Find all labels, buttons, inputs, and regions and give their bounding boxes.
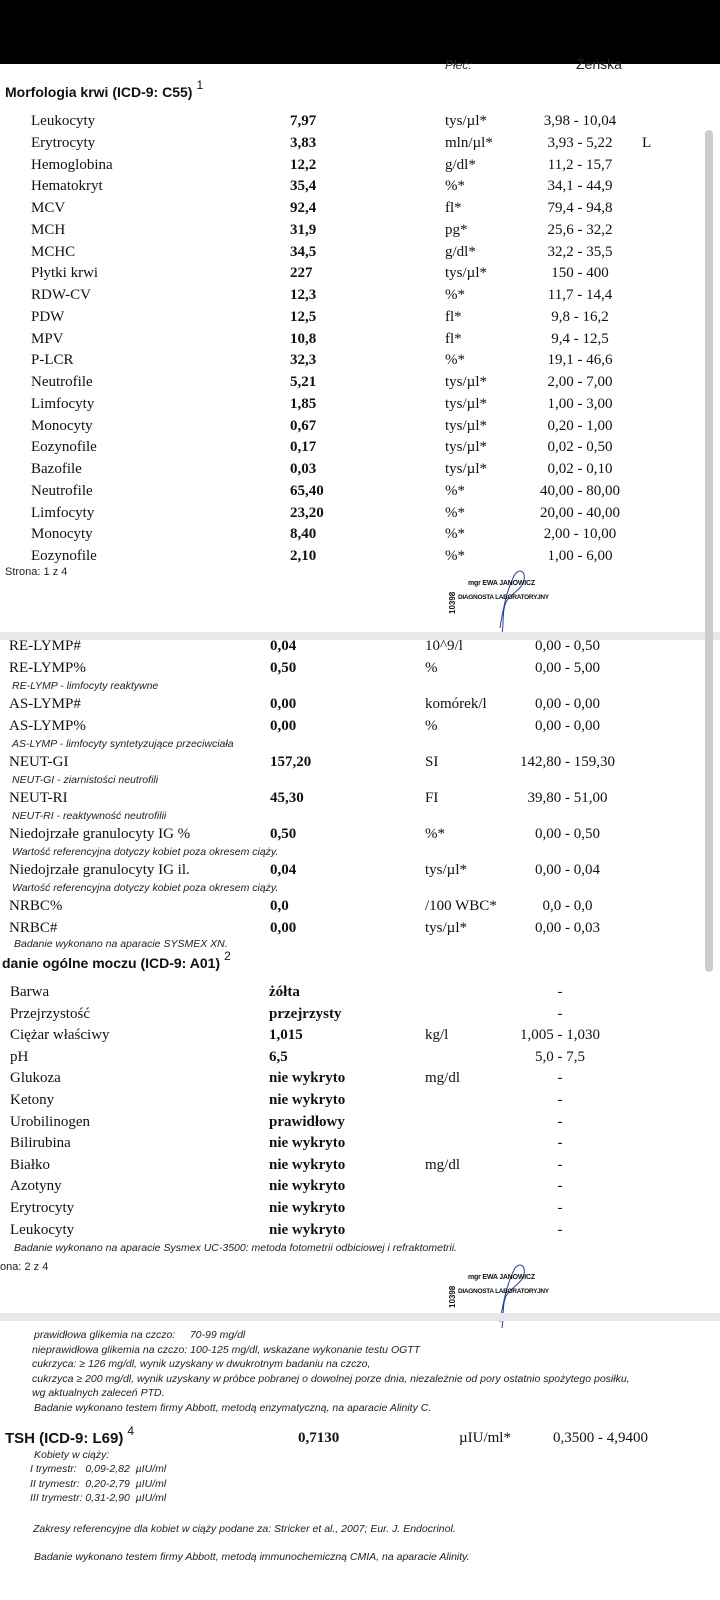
page-number: Strona: 1 z 4 bbox=[5, 566, 68, 578]
trimester-range: I trymestr: 0,09-2,82 µIU/ml bbox=[30, 1463, 167, 1475]
test-unit: %* bbox=[445, 178, 465, 195]
test-unit: tys/µl* bbox=[445, 113, 487, 129]
test-note: Wartość referencyjna dotyczy kobiet poza okresem ciąży. bbox=[12, 882, 279, 894]
device-note-alinity-c: Badanie wykonano testem firmy Abbott, metodą enzymatyczną, na aparacie Alinity C. bbox=[34, 1402, 432, 1414]
test-name: Hematokryt bbox=[31, 178, 103, 195]
result-row bbox=[0, 483, 700, 505]
sex-value: Żeńska bbox=[576, 56, 622, 72]
reference-range: 9,8 - 16,2 bbox=[551, 308, 609, 325]
reference-range: 79,4 - 94,8 bbox=[547, 200, 613, 216]
test-value: 31,9 bbox=[290, 221, 317, 238]
reference-range: 0,00 - 0,00 bbox=[535, 718, 600, 734]
test-name: Monocyty bbox=[31, 417, 93, 434]
result-row bbox=[0, 1135, 700, 1157]
result-row bbox=[0, 505, 700, 527]
test-name: Limfocyty bbox=[31, 395, 95, 412]
reference-range: - bbox=[557, 1113, 563, 1130]
reference-range: 34,1 - 44,9 bbox=[547, 178, 613, 195]
test-name: Hemoglobina bbox=[31, 156, 113, 173]
footnote-marker: 2 bbox=[224, 949, 231, 963]
test-name: Bilirubina bbox=[10, 1135, 71, 1152]
test-value: nie wykryto bbox=[269, 1070, 346, 1087]
section-title-mocz bbox=[2, 949, 231, 971]
test-value: 0,50 bbox=[270, 826, 297, 842]
result-row bbox=[0, 548, 700, 570]
scrollbar[interactable] bbox=[705, 130, 713, 972]
test-name: AS-LYMP% bbox=[9, 718, 86, 734]
pregnancy-reference-note: Zakresy referencyjne dla kobiet w ciąży podane za: Stricker et al., 2007; Eur. J. Endocrinol. bbox=[33, 1523, 456, 1535]
test-value: 3,83 bbox=[290, 134, 317, 151]
stamp-number: 10398 bbox=[448, 1285, 457, 1308]
test-value: 0,00 bbox=[270, 696, 297, 712]
test-name: Erytrocyty bbox=[10, 1200, 75, 1216]
reference-range: 1,005 - 1,030 bbox=[520, 1027, 600, 1044]
test-name: Urobilinogen bbox=[10, 1113, 90, 1130]
result-row bbox=[0, 984, 700, 1006]
test-unit: % bbox=[425, 660, 438, 676]
result-row bbox=[0, 790, 700, 812]
test-value: nie wykryto bbox=[269, 1221, 346, 1238]
reference-range: 20,00 - 40,00 bbox=[540, 504, 620, 521]
reference-range: 3,93 - 5,22 bbox=[547, 134, 613, 151]
test-unit: tys/µl* bbox=[445, 395, 487, 412]
reference-range: - bbox=[557, 1092, 563, 1108]
page-number: ona: 2 z 4 bbox=[0, 1261, 49, 1273]
reference-range: 1,00 - 3,00 bbox=[547, 395, 613, 412]
test-value: 0,04 bbox=[270, 638, 297, 654]
result-row bbox=[0, 113, 700, 135]
result-row bbox=[0, 1200, 700, 1222]
result-row bbox=[0, 200, 700, 222]
test-unit: pg* bbox=[445, 221, 468, 238]
reference-range: - bbox=[557, 984, 563, 1000]
result-row bbox=[0, 1027, 700, 1049]
note-line: cukrzyca: ≥ 126 mg/dl, wynik uzyskany w dwukrotnym badaniu na czczo, bbox=[32, 1358, 371, 1371]
section-title-text: danie ogólne moczu (ICD-9: A01) bbox=[2, 955, 221, 971]
test-name: RE-LYMP% bbox=[9, 660, 86, 676]
stamp-number: 10398 bbox=[448, 591, 457, 614]
test-name: RE-LYMP# bbox=[9, 638, 81, 654]
result-row bbox=[0, 418, 700, 440]
test-name: Ketony bbox=[10, 1092, 55, 1108]
reference-range: 19,1 - 46,6 bbox=[547, 352, 613, 369]
reference-range: 0,02 - 0,10 bbox=[547, 461, 613, 477]
top-bar bbox=[0, 0, 720, 64]
reference-range: - bbox=[557, 1221, 563, 1238]
test-value: 23,20 bbox=[290, 504, 324, 521]
note-line: cukrzyca ≥ 200 mg/dl, wynik uzyskany w próbce pobranej o dowolnej porze dnia, niezależnie od pory ostatnio spożytego posiłku, bbox=[32, 1372, 630, 1385]
result-row bbox=[0, 244, 700, 266]
test-unit: fl* bbox=[445, 330, 462, 347]
test-unit: FI bbox=[425, 790, 439, 806]
device-note-sysmex-uc: Badanie wykonano na aparacie Sysmex UC-3500: metoda fotometrii odbiciowej i refraktometrii. bbox=[14, 1242, 457, 1254]
result-row bbox=[0, 1222, 700, 1244]
test-name: Leukocyty bbox=[31, 113, 96, 129]
test-unit: tys/µl* bbox=[425, 862, 467, 878]
reference-range: 0,0 - 0,0 bbox=[542, 898, 593, 914]
result-row bbox=[0, 309, 700, 331]
test-value: 7,97 bbox=[290, 113, 317, 129]
result-row bbox=[0, 157, 700, 179]
test-value: 12,2 bbox=[290, 156, 317, 173]
tsh-value: 0,7130 bbox=[298, 1430, 340, 1446]
section-title-tsh bbox=[5, 1424, 135, 1447]
test-name: Niedojrzałe granulocyty IG % bbox=[9, 826, 191, 842]
test-name: MCH bbox=[31, 221, 66, 238]
test-value: 5,21 bbox=[290, 374, 317, 390]
section-title-text: TSH (ICD-9: L69) bbox=[5, 1430, 124, 1447]
test-name: AS-LYMP# bbox=[9, 696, 81, 712]
tsh-range: 0,3500 - 4,9400 bbox=[553, 1430, 648, 1446]
test-value: nie wykryto bbox=[269, 1200, 346, 1216]
abnormal-flag: L bbox=[642, 134, 652, 151]
note-line: wg aktualnych zaleceń PTD. bbox=[32, 1387, 165, 1400]
result-row bbox=[0, 526, 700, 548]
result-row bbox=[0, 1006, 700, 1028]
result-row bbox=[0, 862, 700, 884]
test-unit: %* bbox=[445, 548, 465, 564]
test-value: 35,4 bbox=[290, 178, 317, 195]
test-unit: mln/µl* bbox=[445, 134, 493, 151]
stamp-name: mgr EWA JANOWICZ bbox=[468, 580, 535, 587]
result-row bbox=[0, 1070, 700, 1092]
reference-range: - bbox=[557, 1156, 563, 1173]
lab-stamp bbox=[448, 568, 598, 628]
stamp-title: DIAGNOSTA LABORATORYJNY bbox=[458, 1288, 549, 1295]
test-value: 0,00 bbox=[270, 920, 297, 936]
note-line: prawidłowa glikemia na czczo: 70-99 mg/dl bbox=[34, 1329, 246, 1341]
device-note-alinity: Badanie wykonano testem firmy Abbott, metodą immunochemiczną CMIA, na aparacie Alinity. bbox=[34, 1551, 470, 1563]
footnote-marker: 1 bbox=[196, 78, 204, 92]
tsh-unit: µIU/ml* bbox=[459, 1430, 511, 1446]
test-unit: 10^9/l bbox=[425, 638, 463, 654]
test-name: Eozynofile bbox=[31, 548, 97, 564]
test-value: 65,40 bbox=[290, 482, 324, 499]
test-unit: mg/dl bbox=[425, 1070, 461, 1087]
test-value: 0,04 bbox=[270, 862, 297, 878]
test-unit: g/dl* bbox=[445, 156, 476, 173]
test-value: nie wykryto bbox=[269, 1156, 346, 1173]
result-row bbox=[0, 135, 700, 157]
test-name: Przejrzystość bbox=[10, 1005, 90, 1022]
reference-range: 2,00 - 10,00 bbox=[543, 526, 617, 543]
test-value: 6,5 bbox=[269, 1048, 288, 1065]
result-row bbox=[0, 178, 700, 200]
test-unit: %* bbox=[445, 352, 465, 369]
result-row bbox=[0, 265, 700, 287]
test-value: 157,20 bbox=[270, 754, 312, 770]
reference-range: 5,0 - 7,5 bbox=[535, 1048, 585, 1065]
result-row bbox=[0, 1114, 700, 1136]
result-row bbox=[0, 660, 700, 682]
test-value: nie wykryto bbox=[269, 1092, 346, 1108]
result-row bbox=[0, 396, 700, 418]
test-unit: mg/dl bbox=[425, 1156, 461, 1173]
test-value: 0,67 bbox=[290, 417, 317, 434]
test-name: pH bbox=[10, 1048, 29, 1065]
test-unit: tys/µl* bbox=[425, 920, 467, 936]
test-value: nie wykryto bbox=[269, 1178, 346, 1195]
result-row bbox=[0, 718, 700, 740]
test-value: 1,85 bbox=[290, 395, 317, 412]
reference-range: - bbox=[557, 1135, 563, 1152]
test-value: 0,0 bbox=[270, 898, 289, 914]
test-name: Erytrocyty bbox=[31, 134, 96, 151]
test-unit: %* bbox=[445, 504, 465, 521]
test-name: Ciężar właściwy bbox=[10, 1027, 110, 1044]
reference-range: 0,20 - 1,00 bbox=[547, 417, 613, 434]
reference-range: - bbox=[557, 1070, 563, 1087]
note-line: nieprawidłowa glikemia na czczo: 100-125 mg/dl, wskazane wykonanie testu OGTT bbox=[32, 1343, 421, 1356]
result-row bbox=[0, 352, 700, 374]
reference-range: - bbox=[557, 1200, 563, 1216]
test-value: 227 bbox=[290, 265, 313, 282]
test-name: Azotyny bbox=[10, 1178, 62, 1195]
test-name: MCHC bbox=[31, 243, 76, 260]
test-value: 0,50 bbox=[270, 660, 297, 676]
test-value: 92,4 bbox=[290, 200, 317, 216]
reference-range: - bbox=[557, 1005, 563, 1022]
test-name: Białko bbox=[10, 1156, 50, 1173]
result-row bbox=[0, 1092, 700, 1114]
result-row bbox=[0, 898, 700, 920]
result-row bbox=[0, 331, 700, 353]
reference-range: 9,4 - 12,5 bbox=[551, 330, 609, 347]
reference-range: 3,98 - 10,04 bbox=[543, 113, 617, 129]
reference-range: 32,2 - 35,5 bbox=[547, 243, 613, 260]
test-value: 45,30 bbox=[270, 790, 304, 806]
reference-range: 0,00 - 0,50 bbox=[535, 638, 600, 654]
result-row bbox=[0, 374, 700, 396]
reference-range: 11,2 - 15,7 bbox=[547, 156, 613, 173]
result-row bbox=[0, 696, 700, 718]
test-unit: tys/µl* bbox=[445, 374, 487, 390]
reference-range: 150 - 400 bbox=[551, 265, 609, 282]
stamp-name: mgr EWA JANOWICZ bbox=[468, 1274, 535, 1281]
test-name: Płytki krwi bbox=[31, 265, 99, 282]
test-unit: fl* bbox=[445, 200, 462, 216]
test-note: NEUT-GI - ziarnistości neutrofili bbox=[12, 774, 159, 786]
trimester-range: II trymestr: 0,20-2,79 µIU/ml bbox=[30, 1477, 167, 1490]
test-value: 0,03 bbox=[290, 461, 317, 477]
test-unit: SI bbox=[425, 754, 439, 770]
reference-range: 1,00 - 6,00 bbox=[547, 548, 613, 564]
test-value: 2,10 bbox=[290, 548, 317, 564]
test-value: 32,3 bbox=[290, 352, 317, 369]
test-name: PDW bbox=[31, 308, 65, 325]
test-unit: % bbox=[425, 718, 438, 734]
section-title-morfologia bbox=[5, 78, 204, 100]
test-value: 12,3 bbox=[290, 287, 317, 303]
test-unit: %* bbox=[425, 826, 445, 842]
signature-icon bbox=[448, 568, 598, 634]
test-name: Limfocyty bbox=[31, 504, 95, 521]
test-name: Eozynofile bbox=[31, 439, 97, 456]
reference-range: 11,7 - 14,4 bbox=[547, 287, 613, 303]
test-name: Neutrofile bbox=[31, 374, 93, 390]
test-value: 34,5 bbox=[290, 243, 317, 260]
test-unit: g/dl* bbox=[445, 243, 476, 260]
reference-range: 142,80 - 159,30 bbox=[520, 754, 615, 770]
stamp-title: DIAGNOSTA LABORATORYJNY bbox=[458, 594, 549, 601]
result-row bbox=[0, 638, 700, 660]
test-name: NRBC# bbox=[9, 920, 58, 936]
reference-range: - bbox=[557, 1178, 563, 1195]
test-unit: tys/µl* bbox=[445, 417, 487, 434]
test-note: Wartość referencyjna dotyczy kobiet poza okresem ciąży. bbox=[12, 846, 279, 858]
test-note: RE-LYMP - limfocyty reaktywne bbox=[12, 680, 159, 692]
test-unit: tys/µl* bbox=[445, 461, 487, 477]
test-name: Monocyty bbox=[31, 526, 93, 543]
reference-range: 0,02 - 0,50 bbox=[547, 439, 613, 456]
reference-range: 0,00 - 0,50 bbox=[535, 826, 600, 842]
pregnancy-header: Kobiety w ciąży: bbox=[34, 1449, 110, 1461]
section-title-text: Morfologia krwi (ICD-9: C55) bbox=[5, 84, 193, 100]
page-separator bbox=[0, 1313, 720, 1321]
result-row bbox=[0, 1157, 700, 1179]
test-name: Niedojrzałe granulocyty IG il. bbox=[9, 862, 190, 878]
result-row bbox=[0, 222, 700, 244]
test-name: NEUT-GI bbox=[9, 754, 69, 770]
reference-range: 0,00 - 5,00 bbox=[535, 660, 600, 676]
test-name: Bazofile bbox=[31, 461, 82, 477]
test-value: 0,00 bbox=[270, 718, 297, 734]
sex-label: Płeć: bbox=[445, 58, 472, 72]
result-row bbox=[0, 826, 700, 848]
test-value: przejrzysty bbox=[269, 1005, 342, 1022]
reference-range: 40,00 - 80,00 bbox=[540, 482, 620, 499]
result-row bbox=[0, 1049, 700, 1071]
test-unit: kg/l bbox=[425, 1027, 449, 1044]
test-value: prawidłowy bbox=[269, 1113, 345, 1130]
test-name: P-LCR bbox=[31, 352, 74, 369]
test-name: Leukocyty bbox=[10, 1221, 75, 1238]
device-note-sysmex-xn: Badanie wykonano na aparacie SYSMEX XN. bbox=[14, 938, 228, 950]
test-value: 1,015 bbox=[269, 1027, 303, 1044]
reference-range: 0,00 - 0,00 bbox=[535, 696, 600, 712]
test-name: NRBC% bbox=[9, 898, 63, 914]
test-unit: fl* bbox=[445, 308, 462, 325]
result-row bbox=[0, 461, 700, 483]
test-note: AS-LYMP - limfocyty syntetyzujące przeciwciała bbox=[12, 738, 234, 750]
test-name: MPV bbox=[31, 330, 64, 347]
result-row bbox=[0, 439, 700, 461]
test-value: 12,5 bbox=[290, 308, 317, 325]
reference-range: 2,00 - 7,00 bbox=[547, 374, 613, 390]
test-name: Neutrofile bbox=[31, 482, 93, 499]
result-row bbox=[0, 1178, 700, 1200]
reference-range: 0,00 - 0,04 bbox=[535, 862, 600, 878]
test-value: nie wykryto bbox=[269, 1135, 346, 1152]
test-name: NEUT-RI bbox=[9, 790, 68, 806]
reference-range: 25,6 - 32,2 bbox=[547, 221, 613, 238]
test-unit: %* bbox=[445, 287, 465, 303]
test-value: żółta bbox=[269, 984, 300, 1000]
test-unit: %* bbox=[445, 526, 465, 543]
test-unit: %* bbox=[445, 482, 465, 499]
test-name: Barwa bbox=[10, 984, 50, 1000]
test-value: 10,8 bbox=[290, 330, 317, 347]
test-name: Glukoza bbox=[10, 1070, 61, 1087]
test-unit: komórek/l bbox=[425, 696, 487, 712]
result-row bbox=[0, 287, 700, 309]
test-name: MCV bbox=[31, 200, 66, 216]
test-value: 8,40 bbox=[290, 526, 317, 543]
test-note: NEUT-RI - reaktywność neutrofilii bbox=[12, 810, 167, 822]
test-name: RDW-CV bbox=[31, 287, 91, 303]
test-unit: /100 WBC* bbox=[425, 898, 497, 914]
reference-range: 39,80 - 51,00 bbox=[527, 790, 608, 806]
result-row bbox=[0, 754, 700, 776]
test-unit: tys/µl* bbox=[445, 439, 487, 456]
trimester-range: III trymestr: 0,31-2,90 µIU/ml bbox=[30, 1492, 167, 1504]
test-value: 0,17 bbox=[290, 439, 317, 456]
test-unit: tys/µl* bbox=[445, 265, 487, 282]
footnote-marker: 4 bbox=[127, 1424, 135, 1438]
reference-range: 0,00 - 0,03 bbox=[535, 920, 600, 936]
